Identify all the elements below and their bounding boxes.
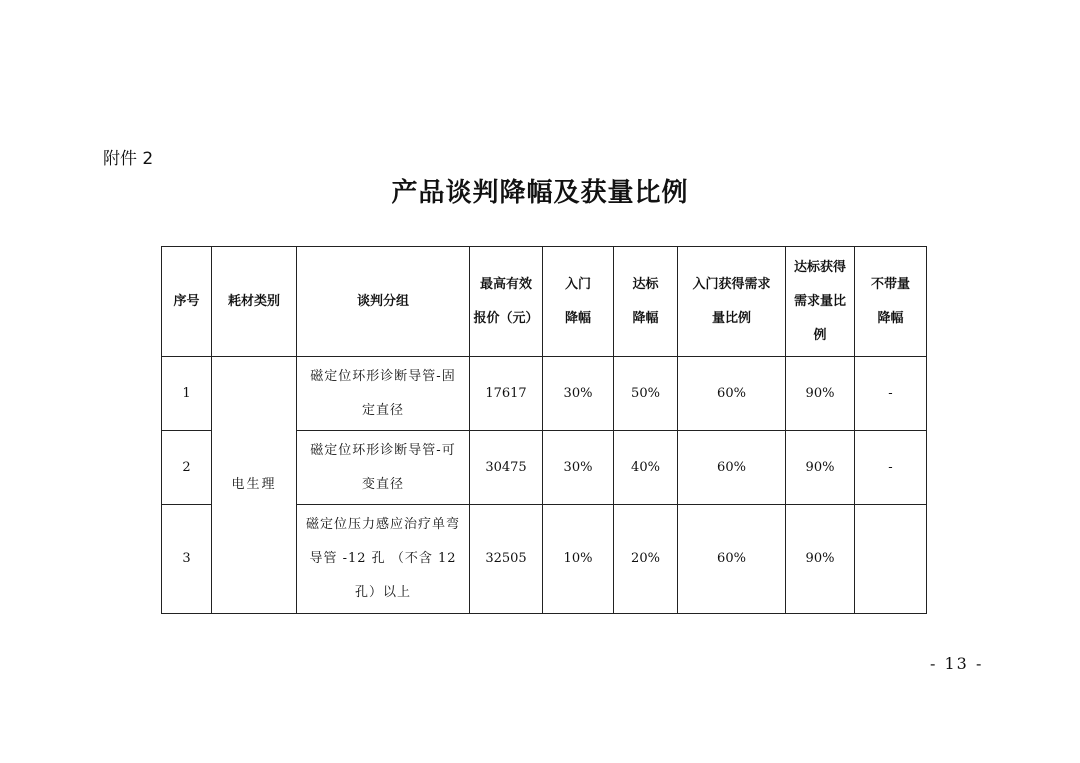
cell-entry-drop: 30% <box>543 431 614 505</box>
cell-target-drop: 20% <box>614 505 678 614</box>
col-header-entry-ratio <box>678 247 786 357</box>
col-header-target-ratio <box>786 247 855 357</box>
col-header-entry-drop-line: 降幅 <box>564 310 591 326</box>
col-header-group: 谈判分组 <box>297 247 470 357</box>
cell-target-drop: 50% <box>614 357 678 431</box>
cell-group-line: 磁定位环形诊断导管-固 <box>310 368 456 384</box>
cell-target-ratio: 90% <box>786 505 855 614</box>
cell-group-line: 磁定位压力感应治疗单弯 <box>305 517 460 532</box>
col-header-target-drop-line: 降幅 <box>632 310 659 326</box>
cell-category: 电生理 <box>212 357 297 614</box>
cell-entry-drop: 10% <box>543 505 614 614</box>
col-header-price-line: 报价（元） <box>473 310 539 326</box>
col-header-target-drop <box>614 247 678 357</box>
col-header-no-volume-line: 不带量 <box>870 276 910 292</box>
col-header-entry-ratio-line: 量比例 <box>711 310 751 326</box>
cell-entry-ratio: 60% <box>678 357 786 431</box>
cell-seq: 3 <box>162 505 212 614</box>
cell-seq: 2 <box>162 431 212 505</box>
cell-price: 17617 <box>470 357 543 431</box>
cell-group <box>297 357 470 431</box>
cell-no-volume: - <box>855 431 927 505</box>
cell-entry-ratio: 60% <box>678 431 786 505</box>
col-header-target-ratio-line: 例 <box>813 327 827 343</box>
cell-price: 32505 <box>470 505 543 614</box>
table-header-row <box>162 247 927 357</box>
col-header-target-ratio-line: 达标获得 <box>793 259 846 275</box>
cell-group-line: 定直径 <box>361 402 404 418</box>
cell-entry-ratio: 60% <box>678 505 786 614</box>
attachment-label: 附件 2 <box>103 149 154 169</box>
page-number: - 13 - <box>930 654 984 673</box>
col-header-entry-ratio-line: 入门获得需求 <box>692 276 771 292</box>
col-header-no-volume <box>855 247 927 357</box>
cell-price: 30475 <box>470 431 543 505</box>
negotiation-table <box>161 246 927 614</box>
cell-no-volume: - <box>855 357 927 431</box>
cell-target-ratio: 90% <box>786 431 855 505</box>
col-header-entry-drop <box>543 247 614 357</box>
col-header-seq: 序号 <box>162 247 212 357</box>
cell-target-ratio: 90% <box>786 357 855 431</box>
col-header-target-drop-line: 达标 <box>632 276 659 292</box>
cell-group-line: 孔）以上 <box>354 585 411 600</box>
col-header-target-ratio-line: 需求量比 <box>793 293 846 309</box>
table-row <box>162 357 927 431</box>
col-header-price-line: 最高有效 <box>479 276 532 292</box>
cell-group-line: 变直径 <box>361 476 404 492</box>
cell-seq: 1 <box>162 357 212 431</box>
document-title: 产品谈判降幅及获量比例 <box>391 178 689 208</box>
cell-no-volume <box>855 505 927 614</box>
col-header-no-volume-line: 降幅 <box>877 310 904 326</box>
cell-group <box>297 505 470 614</box>
cell-target-drop: 40% <box>614 431 678 505</box>
cell-group-line: 磁定位环形诊断导管-可 <box>310 442 456 458</box>
col-header-category: 耗材类别 <box>212 247 297 357</box>
col-header-entry-drop-line: 入门 <box>564 276 591 292</box>
cell-entry-drop: 30% <box>543 357 614 431</box>
col-header-price <box>470 247 543 357</box>
cell-group-line: 导管 -12 孔 （不含 12 <box>309 551 457 566</box>
cell-group <box>297 431 470 505</box>
